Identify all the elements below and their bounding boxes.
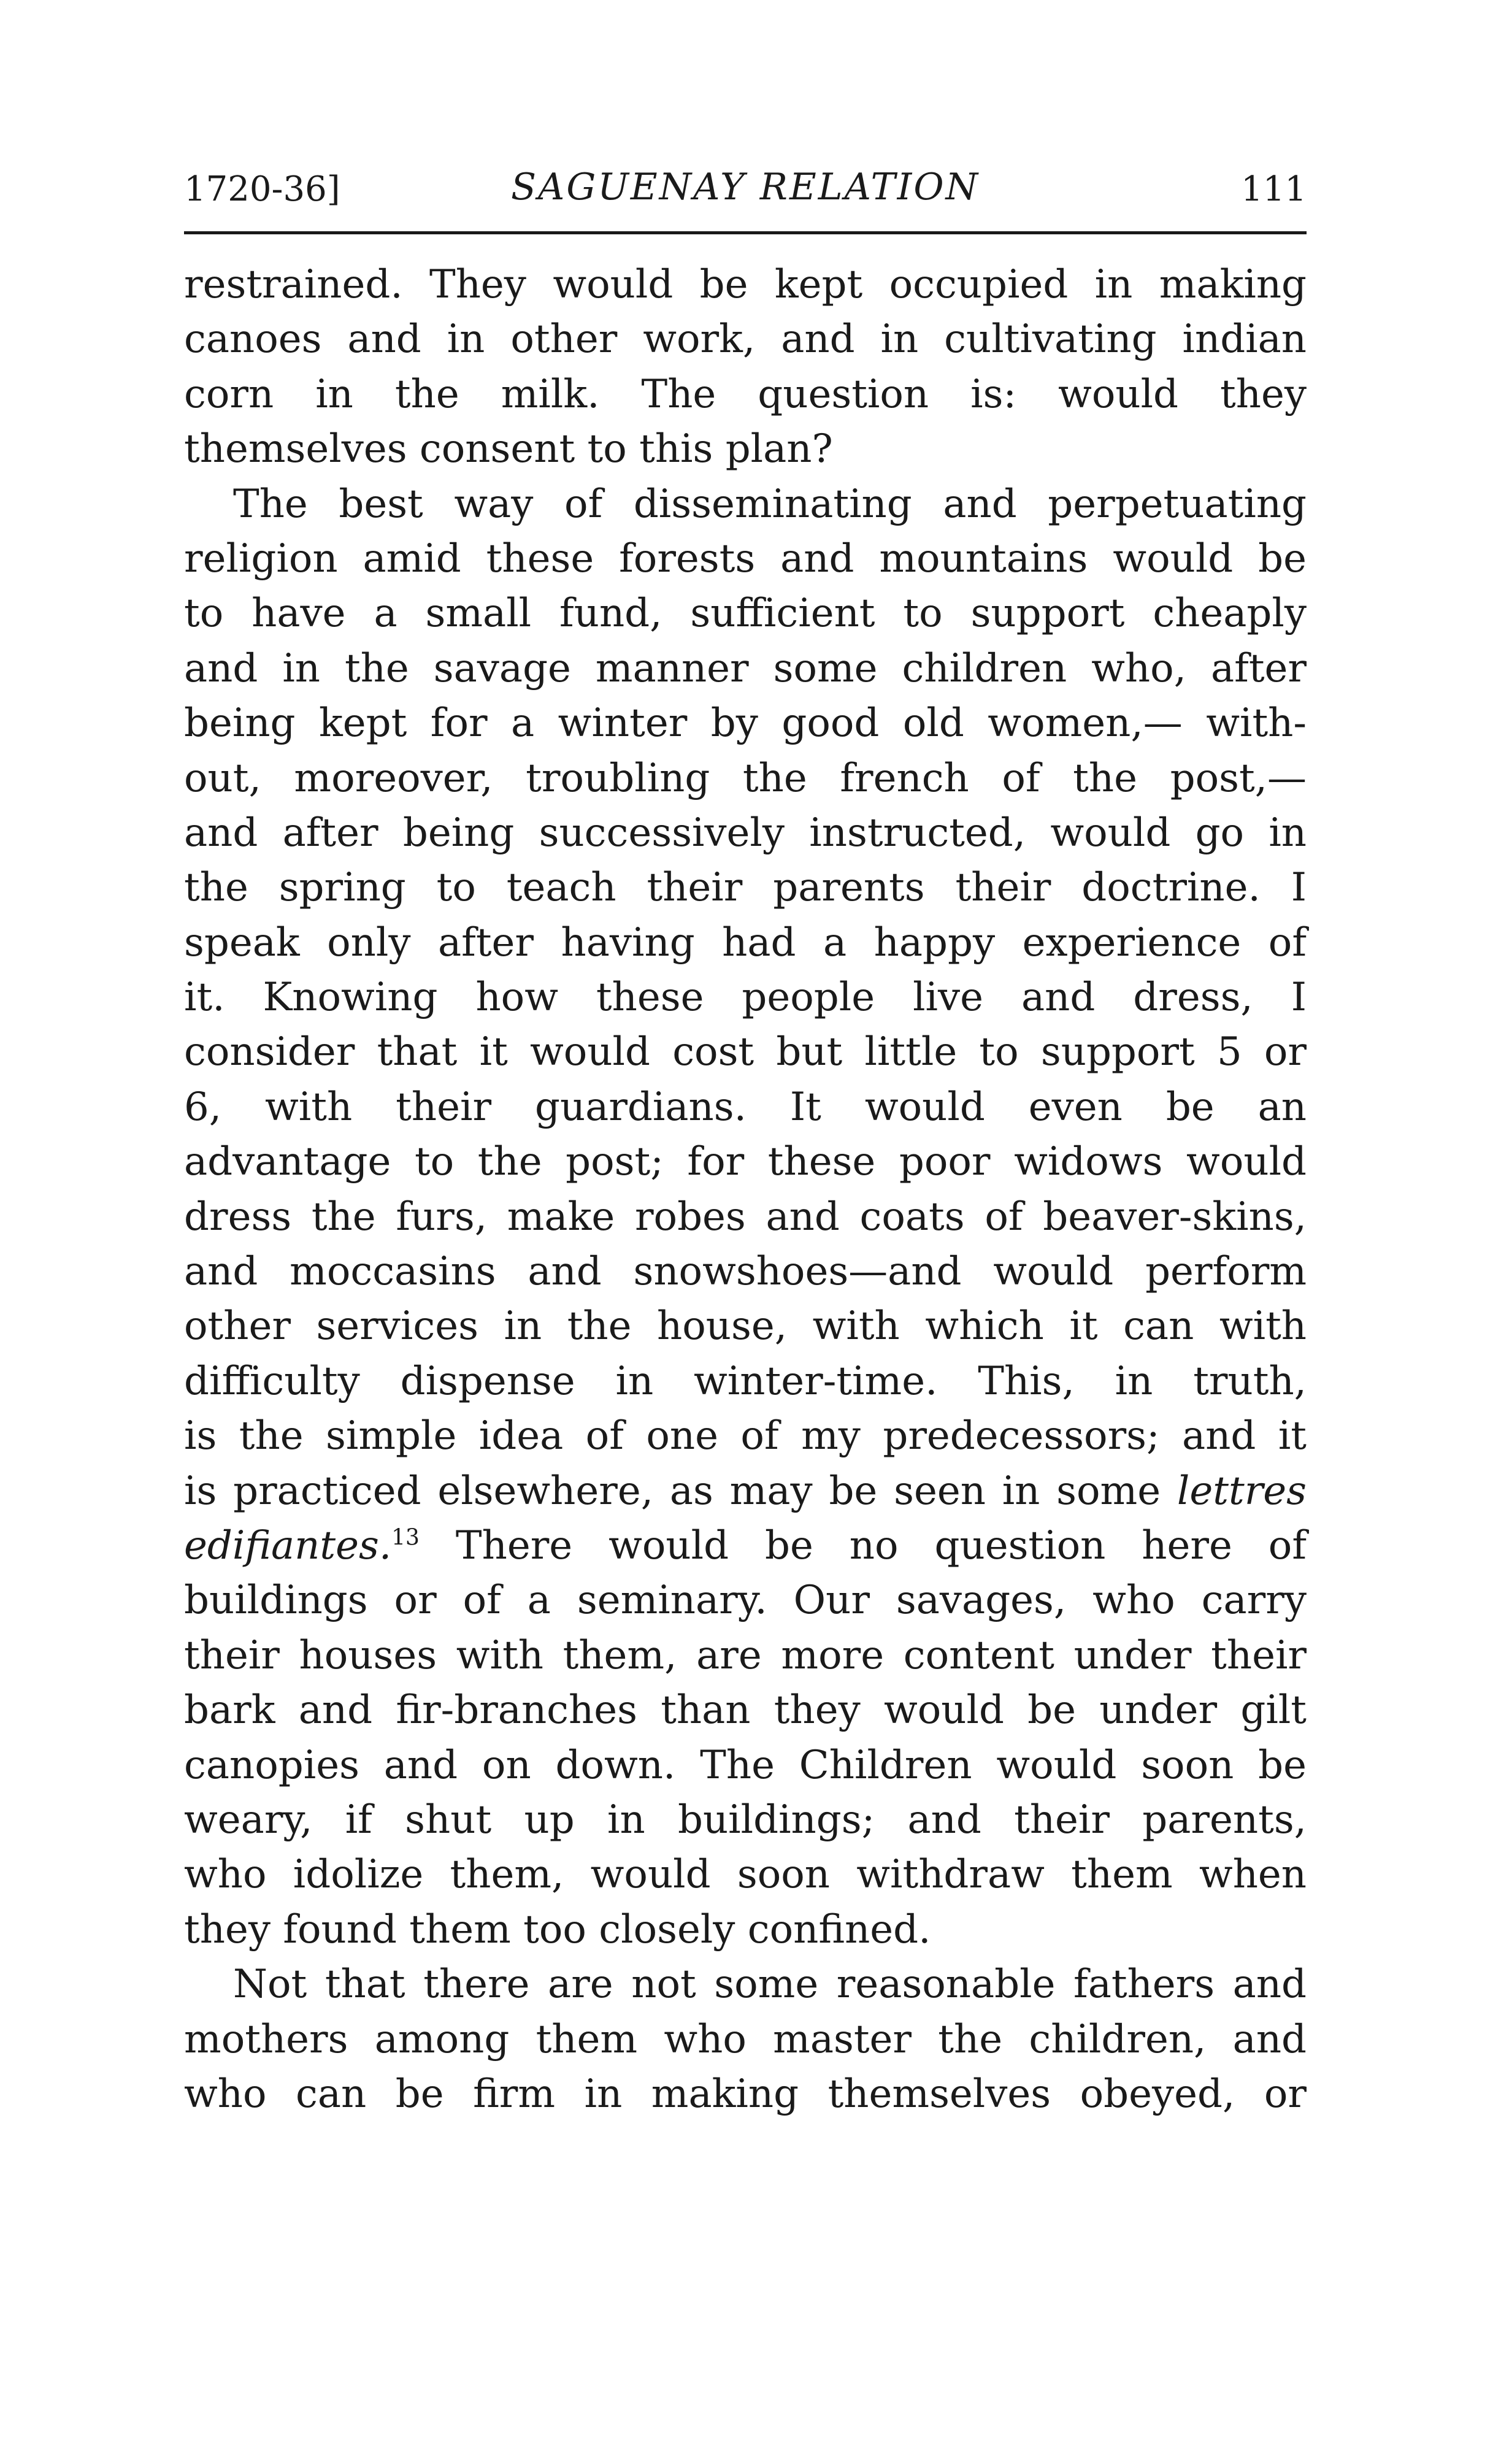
- text-line-with-italic: [184, 1464, 1307, 1519]
- text-line: who idolize them, would soon withdraw them when: [184, 1852, 1307, 1898]
- text-line: it. Knowing how these people live and dress, I: [184, 975, 1307, 1021]
- text-line: dress the furs, make robes and coats of beaver-skins,: [184, 1194, 1307, 1240]
- body-text: [184, 258, 1307, 2122]
- text-run: is practiced elsewhere, as may be seen in some: [184, 1468, 1161, 1514]
- text-line: bark and fir-branches than they would be under gilt: [184, 1687, 1307, 1733]
- text-line: to have a small fund, sufficient to support cheaply: [184, 591, 1307, 637]
- text-line: they found them too closely confined.: [184, 1906, 931, 1952]
- text-line: and moccasins and snowshoes—and would perform: [184, 1249, 1307, 1295]
- paragraph-2: [184, 477, 1307, 1958]
- text-line: The best way of disseminating and perpetuating: [233, 481, 1307, 527]
- text-line: other services in the house, with which it can with: [184, 1303, 1307, 1349]
- header-title: SAGUENAY RELATION: [510, 166, 980, 209]
- text-line: who can be firm in making themselves obeyed, or: [184, 2071, 1307, 2117]
- footnote-ref[interactable]: 13: [391, 1525, 420, 1551]
- text-line: weary, if shut up in buildings; and their parents,: [184, 1797, 1307, 1843]
- text-line: themselves consent to this plan?: [184, 426, 833, 472]
- page-number: 111: [1241, 169, 1307, 209]
- text-line: canoes and in other work, and in cultivating indian: [184, 317, 1307, 363]
- text-line: religion amid these forests and mountains would be: [184, 535, 1307, 581]
- text-line: canopies and on down. The Children would soon be: [184, 1742, 1307, 1788]
- italic-title: edifiantes.: [184, 1522, 392, 1568]
- text-line: Not that there are not some reasonable fathers and: [233, 1962, 1307, 2008]
- text-line: the spring to teach their parents their doctrine. I: [184, 865, 1307, 911]
- text-line: being kept for a winter by good old women,— with-: [184, 700, 1307, 746]
- text-line: is the simple idea of one of my predecessors; and it: [184, 1413, 1307, 1459]
- text-line: advantage to the post; for these poor widows would: [184, 1139, 1307, 1185]
- paragraph-3: [184, 1957, 1307, 2122]
- text-line: corn in the milk. The question is: would they: [184, 371, 1307, 417]
- text-run: There would be no question here of: [455, 1522, 1307, 1568]
- text-line: and in the savage manner some children who, after: [184, 645, 1307, 691]
- text-line: speak only after having had a happy experience of: [184, 919, 1307, 965]
- text-line: 6, with their guardians. It would even be an: [184, 1084, 1307, 1130]
- text-line: and after being successively instructed, would go in: [184, 810, 1307, 856]
- italic-title: lettres: [1177, 1468, 1307, 1514]
- text-line: restrained. They would be kept occupied in making: [184, 262, 1307, 307]
- text-line: their houses with them, are more content under their: [184, 1632, 1307, 1678]
- header-rule: [184, 231, 1307, 234]
- text-line: consider that it would cost but little to support 5 or: [184, 1029, 1307, 1075]
- running-head: [184, 166, 1307, 215]
- header-date-range: 1720-36]: [184, 169, 340, 209]
- text-line: difficulty dispense in winter-time. This, in truth,: [184, 1358, 1307, 1404]
- text-line: buildings or of a seminary. Our savages, who carry: [184, 1578, 1307, 1624]
- text-line-with-footnote: [184, 1519, 1307, 1573]
- paragraph-1: [184, 258, 1307, 477]
- text-line: mothers among them who master the children, and: [184, 2016, 1307, 2062]
- text-line: out, moreover, troubling the french of the post,—: [184, 755, 1307, 801]
